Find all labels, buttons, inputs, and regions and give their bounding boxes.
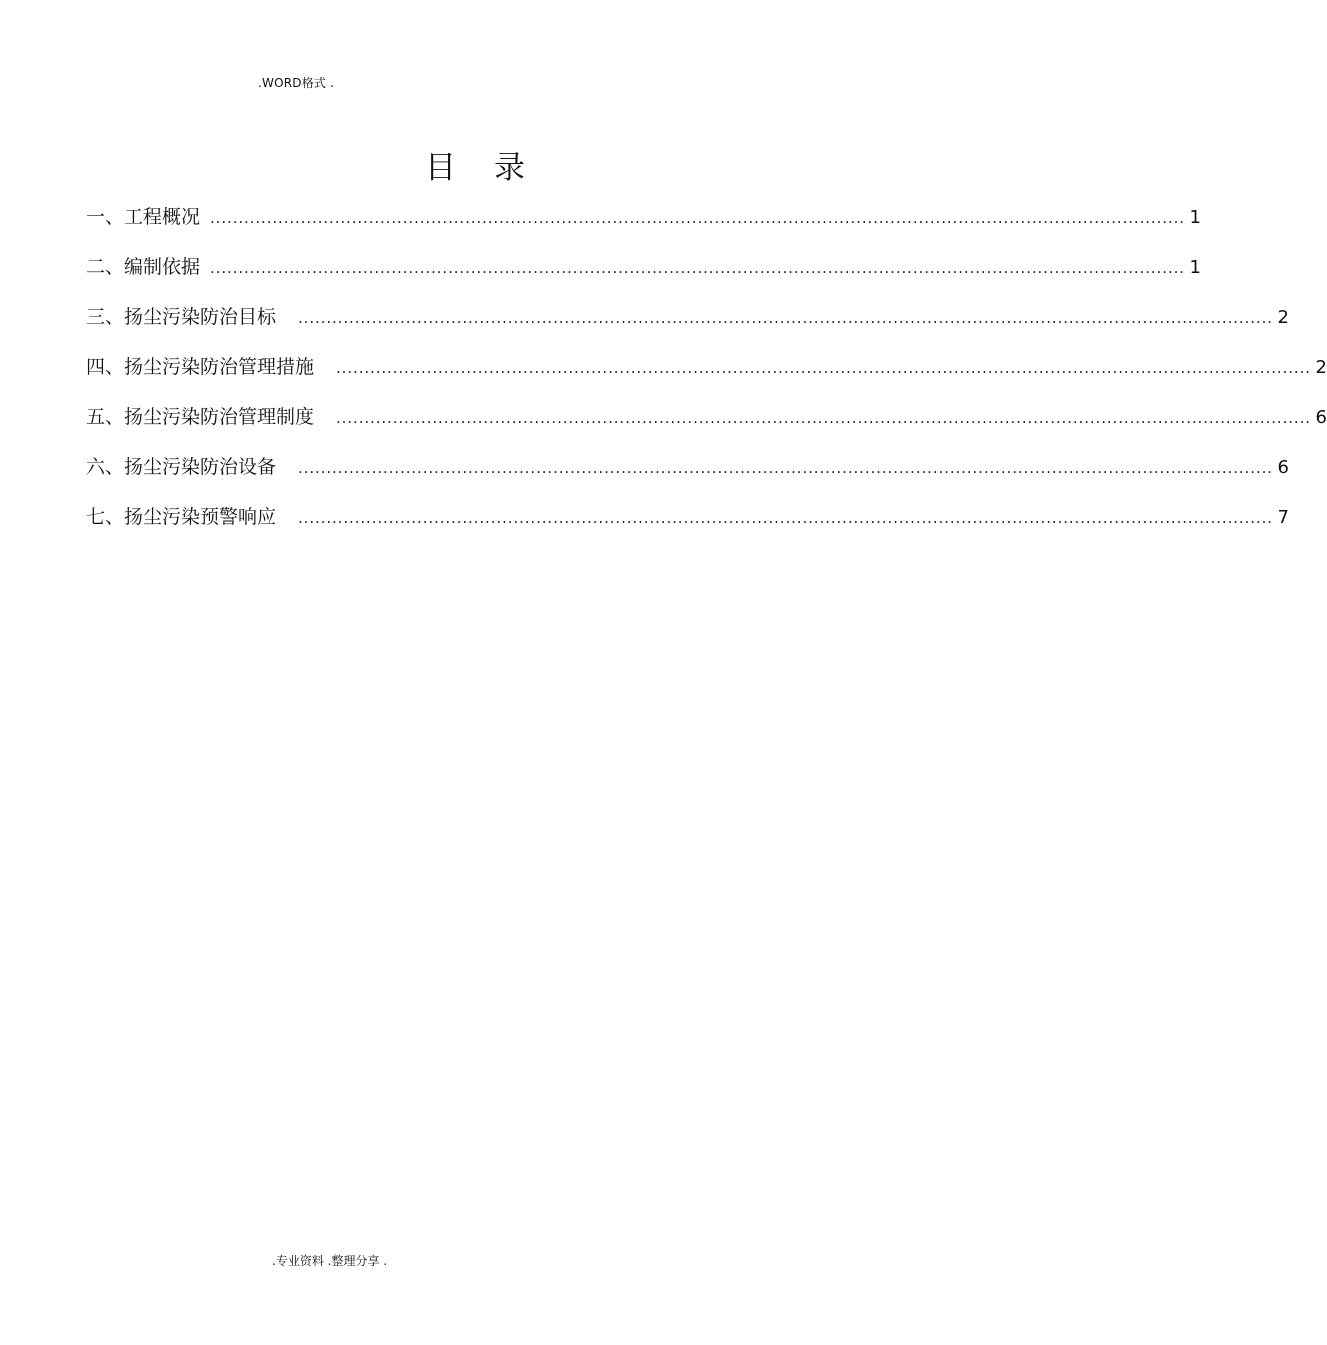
- toc-entry-page: 6: [1277, 457, 1289, 478]
- toc-entry-label: 五、扬尘污染防治管理制度: [86, 406, 315, 428]
- toc-leader-dots: ............................................................................................................................................................................: [210, 209, 1185, 227]
- toc-entry-label: 六、扬尘污染防治设备: [86, 456, 277, 478]
- toc-leader-dots: ............................................................................................................................................................................: [298, 459, 1273, 477]
- table-of-contents: [86, 203, 1327, 553]
- toc-entry-5[interactable]: [86, 403, 1327, 453]
- toc-entry-label: 三、扬尘污染防治目标: [86, 306, 277, 328]
- toc-entry-7[interactable]: [86, 503, 1289, 553]
- toc-entry-page: 6: [1315, 407, 1327, 428]
- toc-leader-dots: ............................................................................................................................................................................: [336, 359, 1311, 377]
- toc-entry-label: 一、工程概况: [86, 206, 201, 228]
- toc-entry-2[interactable]: [86, 253, 1201, 303]
- toc-entry-label: 四、扬尘污染防治管理措施: [86, 356, 315, 378]
- toc-leader-dots: ............................................................................................................................................................................: [336, 409, 1311, 427]
- toc-entry-3[interactable]: [86, 303, 1289, 353]
- toc-leader-dots: ............................................................................................................................................................................: [210, 259, 1185, 277]
- toc-leader-dots: ............................................................................................................................................................................: [298, 509, 1273, 527]
- toc-entry-label: 七、扬尘污染预警响应: [86, 506, 277, 528]
- toc-leader-dots: ............................................................................................................................................................................: [298, 309, 1273, 327]
- toc-entry-6[interactable]: [86, 453, 1289, 503]
- toc-entry-page: 2: [1277, 307, 1289, 328]
- toc-entry-label: 二、编制依据: [86, 256, 201, 278]
- toc-entry-4[interactable]: [86, 353, 1327, 403]
- page-header: .WORD格式 .: [258, 76, 335, 90]
- toc-title: 目录: [425, 150, 563, 186]
- toc-entry-page: 1: [1189, 207, 1201, 228]
- toc-entry-1[interactable]: [86, 203, 1201, 253]
- toc-entry-page: 1: [1189, 257, 1201, 278]
- page-footer: .专业资料 .整理分享 .: [272, 1254, 388, 1268]
- toc-entry-page: 2: [1315, 357, 1327, 378]
- toc-entry-page: 7: [1277, 507, 1289, 528]
